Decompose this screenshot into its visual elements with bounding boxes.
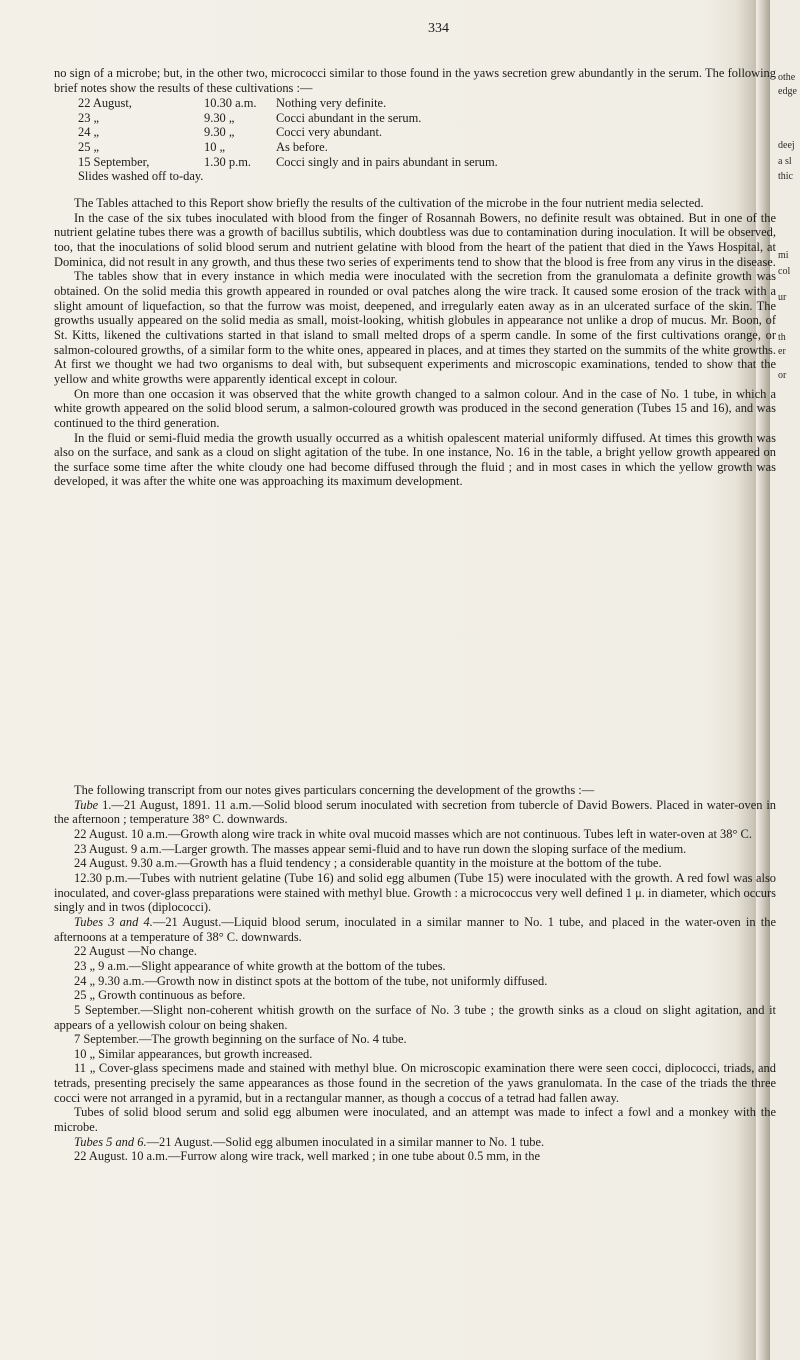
tube-label: Tubes 3 and 4. (74, 914, 153, 929)
tube-note: 22 August. 10 a.m.—Furrow along wire track, well marked ; in one tube about 0.5 mm, in the (74, 1149, 540, 1164)
paragraph: The following transcript from our notes gives particulars concerning the development of the growths :— (74, 783, 595, 797)
cultivation-log (54, 96, 776, 184)
tube-note: 23 August. 9 a.m.—Larger growth. The masses appear semi-fluid and to have run down the sloping surface of the medium. (74, 841, 687, 856)
tube-note: 22 August —No change. (74, 944, 197, 959)
tube-note: 23 „ 9 a.m.—Slight appearance of white growth at the bottom of the tubes. (74, 958, 446, 973)
log-row (54, 96, 776, 111)
log-row (54, 155, 776, 170)
log-row (54, 125, 776, 140)
log-date: 25 „ (78, 139, 100, 154)
log-date: 22 August, (78, 96, 132, 110)
log-note: Cocci abundant in the serum. (276, 110, 422, 125)
log-date: 15 September, (78, 154, 150, 169)
margin-fragment: col (778, 266, 791, 277)
tube-note: 11 „ Cover-glass specimens made and stained with methyl blue. On microscopic examination there were seen cocci, diplococci, triads, and tetrads, presenting precisely the same appearances as those found in the secretion of the yaws granulomata. In the case of the triads the three cocci were not arranged in a pyramid, but in a rectangular manner, as though a coccus of a tetrad had fallen away. (54, 1061, 776, 1105)
margin-fragment: deej (778, 140, 795, 151)
paragraph: The tables show that in every instance in which media were inoculated with the secretion from the granulomata a definite growth was obtained. On the solid media this growth appeared in rounded or oval patches along the wire track. It caused some erosion of the track with a slight amount of liquefaction, so that the furrow was moist, deepened, and irregularly eaten away as in an ulcerated surface of the skin. The growths usually appeared on the solid media as small, moist-looking, whitish globules in appearance not unlike a drop of mucus. Mr. Boon, of St. Kitts, likened the cultivations started in that island to small melted drops of a sperm candle. In some of the first cultivations orange, or salmon-coloured growths, of a similar form to the white ones, appeared in places, and at times they started on the summits of the white growths. At first we thought we had two organisms to deal with, but subsequent experiments and microscopic examinations, tended to show that the yellow and white growths were apparently identical except in colour. (54, 269, 776, 386)
margin-fragment: thic (778, 171, 793, 182)
log-time: 1.30 p.m. (204, 154, 251, 169)
discussion (54, 196, 776, 489)
margin-fragment: or (778, 370, 787, 381)
margin-fragment: a sl (778, 156, 792, 167)
paragraph: The Tables attached to this Report show briefly the results of the cultivation of the microbe in the four nutrient media selected. (74, 196, 704, 210)
log-time: 9.30 „ (204, 110, 235, 125)
paragraph: In the case of the six tubes inoculated with blood from the finger of Rosannah Bowers, no definite result was obtained. But in one of the nutrient gelatine tubes there was a growth of bacillus subtilis, which doubtless was due to contamination during inoculation. It will be observed, too, that the inoculations of solid blood serum and nutrient gelatine with blood from the heart of the patient that died in the Yaws Hospital, at Dominica, did not result in any growth, and thus these two series of experiments tend to show that the blood is free from any virus in the disease. (54, 210, 776, 269)
log-note: Cocci very abundant. (276, 125, 383, 140)
tube-note: 7 September.—The growth beginning on the surface of No. 4 tube. (74, 1032, 407, 1047)
log-time: 10.30 a.m. (204, 96, 257, 110)
tube-label: Tube (74, 797, 99, 812)
tube-1-heading (54, 798, 776, 827)
transcript (54, 783, 776, 1164)
paragraph: On more than one occasion it was observed that the white growth changed to a salmon colour. And in the case of No. 1 tube, in which a white growth appeared on the solid blood serum, a salmon-coloured growth was produced in the second generation (Tubes 15 and 16), and was continued to the third generation. (54, 386, 776, 430)
log-row (54, 111, 776, 126)
tube-note: 22 August. 10 a.m.—Growth along wire track in white oval mucoid masses which are not continuous. Tubes left in water-oven at 38° C. (74, 826, 752, 841)
margin-fragment: er (778, 346, 786, 357)
log-note: Nothing very definite. (276, 96, 387, 110)
tube-note: 25 „ Growth continuous as before. (74, 988, 246, 1003)
adjacent-page-margin (774, 70, 800, 1350)
log-time: 9.30 „ (204, 125, 235, 140)
tube-note: 5 September.—Slight non-coherent whitish growth on the surface of No. 3 tube ; the growth sinks as a cloud on slight agitation, and it appears of a yellowish colour on being shaken. (54, 1002, 776, 1032)
margin-fragment: mi (778, 250, 789, 261)
tube-note: 10 „ Similar appearances, but growth increased. (74, 1046, 313, 1061)
tubes-5-6-heading (54, 1135, 776, 1150)
page-number: 334 (428, 21, 449, 36)
log-row (54, 169, 776, 184)
tube-note: 24 „ 9.30 a.m.—Growth now in distinct spots at the bottom of the tube, not uniformly diffused. (74, 973, 548, 988)
tubes-3-4-text: —21 August.—Liquid blood serum, inoculated in a similar manner to No. 1 tube, and placed in the water-oven in the afternoons at a temperature of 38° C. downwards. (54, 914, 776, 944)
margin-fragment: th (778, 332, 786, 343)
tube-note: 24 August. 9.30 a.m.—Growth has a fluid tendency ; a considerable quantity in the moisture at the bottom of the tube. (74, 856, 662, 871)
tube-1-text: 1.—21 August, 1891. 11 a.m.—Solid blood serum inoculated with secretion from tubercle of David Bowers. Placed in water-oven in the afternoon ; temperature 38° C. downwards. (54, 797, 776, 827)
intro-paragraph (54, 66, 776, 95)
margin-fragment: ur (778, 292, 787, 303)
tube-note: 12.30 p.m.—Tubes with nutrient gelatine (Tube 16) and solid egg albumen (Tube 15) were inoculated with the growth. A red fowl was also inoculated, and cover-glass preparations were stained with methyl blue. Growth : a micrococcus very well defined 1 μ. in diameter, which occurs singly and in twos (diplococci). (54, 870, 776, 915)
tubes-5-6-text: —21 August.—Solid egg albumen inoculated in a similar manner to No. 1 tube. (146, 1134, 545, 1149)
log-row (54, 140, 776, 155)
tube-note: Tubes of solid blood serum and solid egg albumen were inoculated, and an attempt was made to infect a fowl and a monkey with the microbe. (54, 1105, 776, 1135)
intro-text: no sign of a microbe; but, in the other two, micrococci similar to those found in the yaws secretion grew abundantly in the serum. The following brief notes show the results of these cultivations :— (54, 66, 776, 95)
tube-label: Tubes 5 and 6. (74, 1134, 147, 1149)
log-date: 24 „ (78, 125, 100, 140)
tubes-3-4-heading (54, 915, 776, 944)
log-date: 23 „ (78, 110, 100, 125)
log-note: Cocci singly and in pairs abundant in serum. (276, 154, 498, 169)
margin-fragment: edge (778, 86, 797, 97)
log-time: 10 „ (204, 139, 226, 154)
margin-fragment: othe (778, 72, 796, 83)
slides-note: Slides washed off to-day. (78, 169, 204, 184)
paragraph: In the fluid or semi-fluid media the growth usually occurred as a whitish opalescent material uniformly diffused. At times this growth was also on the surface, and sank as a cloud on slight agitation of the tube. In one instance, No. 16 in the table, a bright yellow growth appeared on the surface some time after the white cloudy one had become diffused through the fluid ; and in most cases in which the yellow growth was developed, it was after the white one was approaching its maximum development. (54, 430, 776, 489)
log-note: As before. (276, 139, 328, 154)
